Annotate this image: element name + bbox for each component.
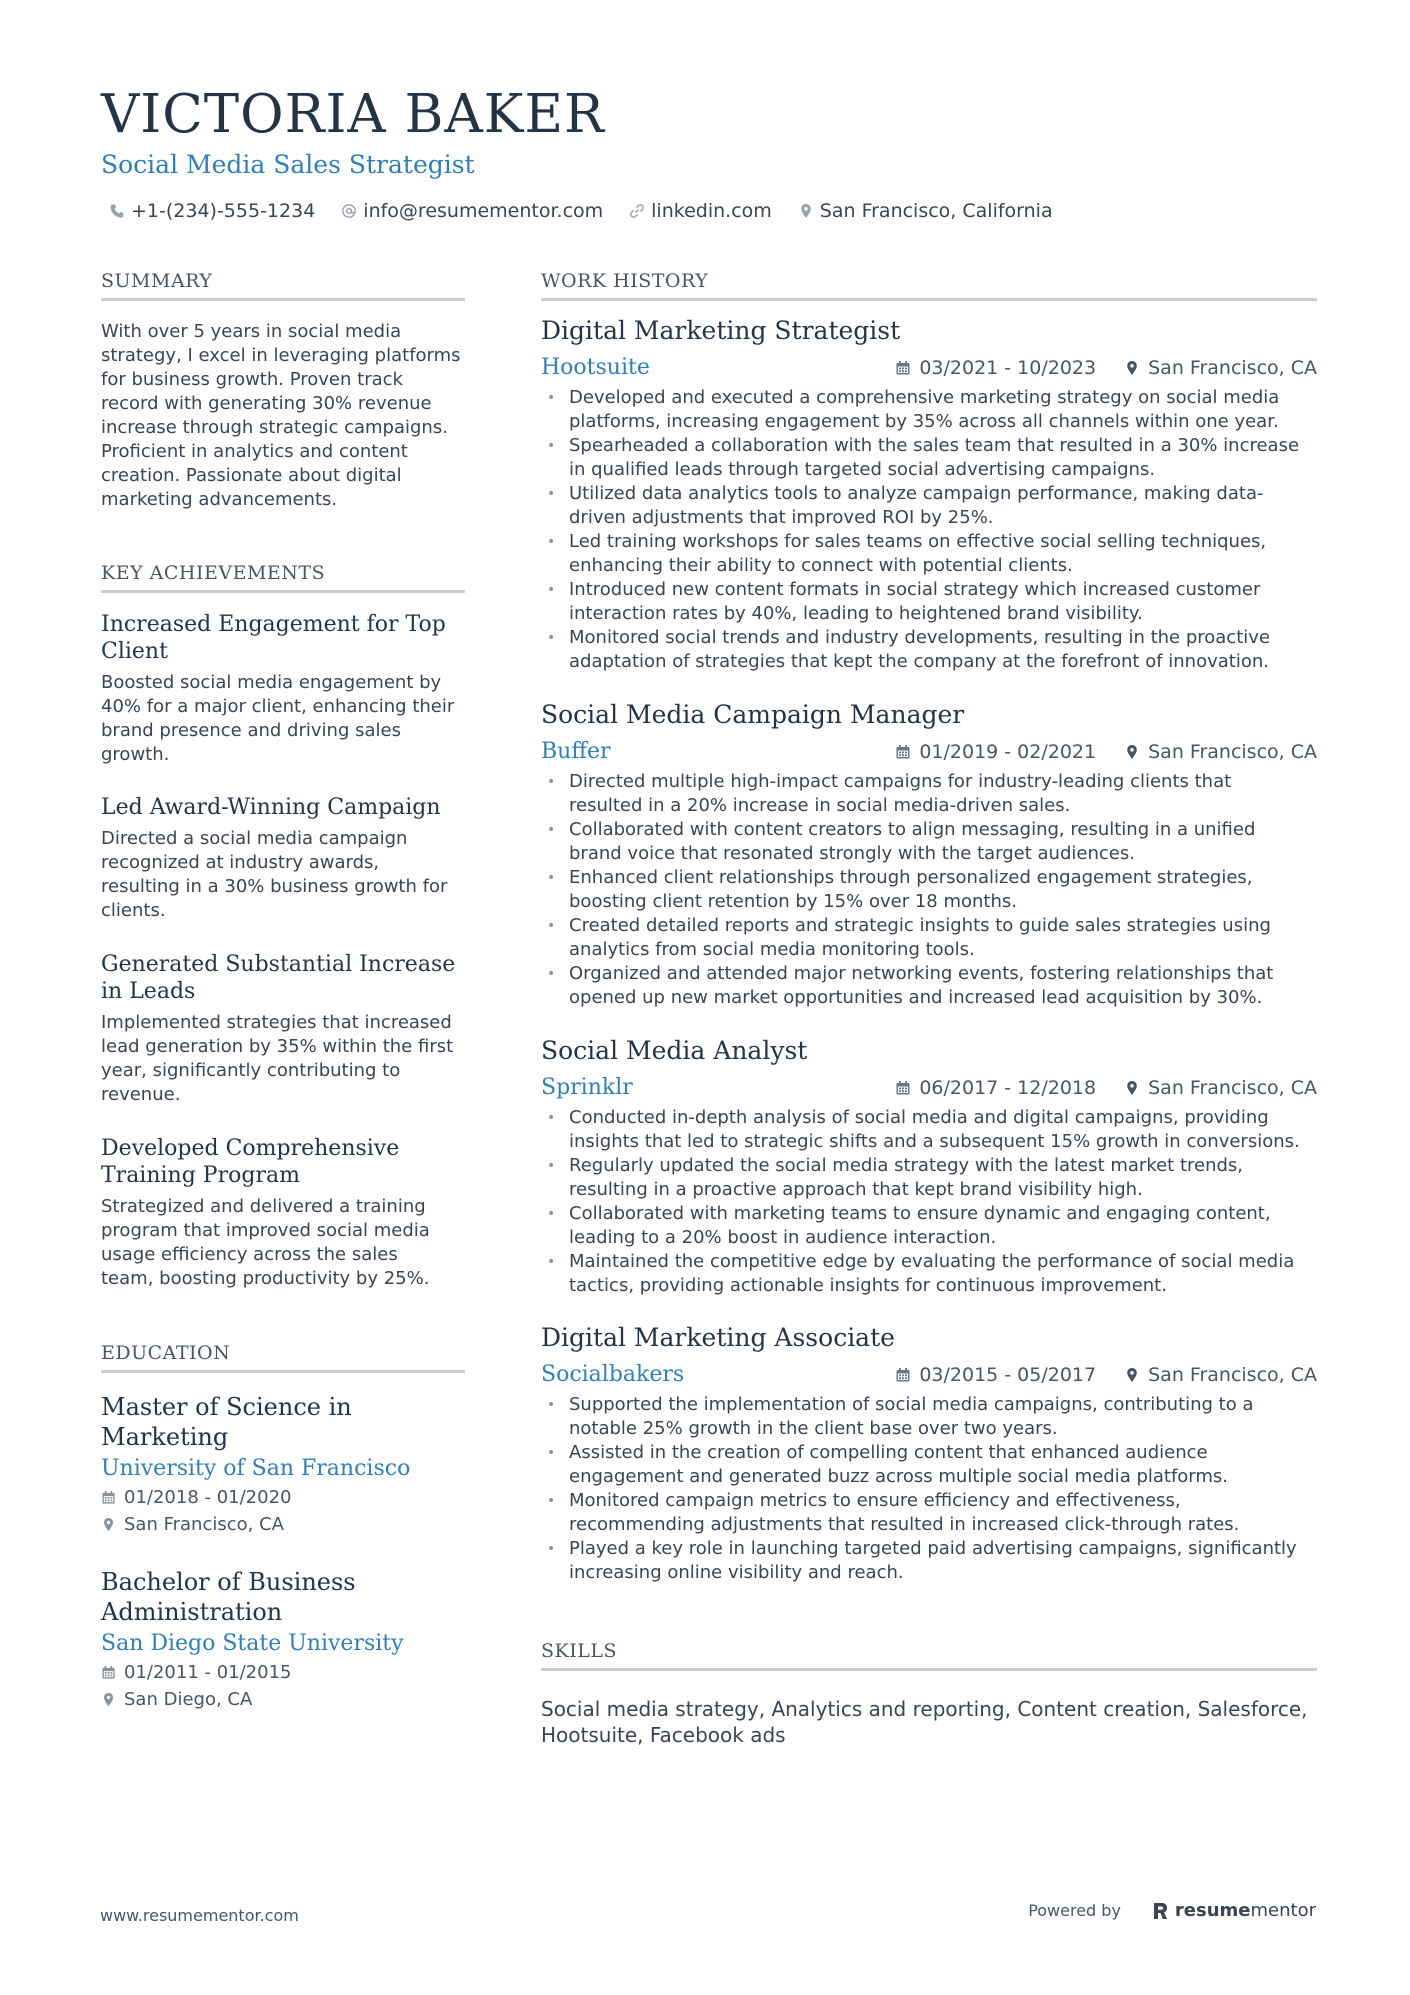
job-location: San Francisco, CA xyxy=(1124,357,1317,379)
summary-line: record with generating 30% revenue xyxy=(101,393,432,414)
education-dates: 01/2018 - 01/2020 xyxy=(101,1487,465,1508)
achievement-item xyxy=(101,951,465,1107)
phone-text: +1-(234)-555-1234 xyxy=(131,200,316,222)
calendar-icon xyxy=(895,1367,911,1383)
achievement-title: Generated Substantial Increase in Leads xyxy=(101,952,456,1004)
achievement-item xyxy=(101,794,465,923)
company-name: Sprinklr xyxy=(541,1075,633,1100)
degree-title: Master of Science in Marketing xyxy=(101,1393,352,1451)
bullet-item: • Developed and executed a comprehensive marketing strategy on social media platforms, increasing engagement by 35% across all channels within one year. xyxy=(541,386,1317,434)
education-item xyxy=(101,1567,465,1710)
summary-line: for business growth. Proven track xyxy=(101,369,403,390)
achievement-description: Strategized and delivered a training program that improved social media usage efficiency across the sales team, boosting productivity by 25%. xyxy=(101,1196,430,1289)
job-meta xyxy=(895,1077,1317,1099)
degree-title: Bachelor of Business Administration xyxy=(101,1568,356,1626)
location-pin-icon xyxy=(1124,360,1140,376)
education-location: San Francisco, CA xyxy=(101,1514,465,1535)
at-icon xyxy=(341,203,357,219)
achievement-title: Developed Comprehensive Training Program xyxy=(101,1136,400,1188)
bullet-item: • Created detailed reports and strategic insights to guide sales strategies using analytics from social media monitoring tools. xyxy=(541,914,1317,962)
location-pin-icon xyxy=(1124,1367,1140,1383)
bullet-item: • Assisted in the creation of compelling content that enhanced audience engagement and generated buzz across multiple social media platforms. xyxy=(541,1441,1317,1489)
job-entry xyxy=(541,1323,1317,1585)
bullet-item: • Maintained the competitive edge by evaluating the performance of social media tactics, providing actionable insights for continuous improvement. xyxy=(541,1250,1317,1298)
bullet-item: • Organized and attended major networking events, fostering relationships that opened up new market opportunities and increased lead acquisition by 30%. xyxy=(541,962,1317,1010)
summary-line: With over 5 years in social media xyxy=(101,321,402,342)
calendar-icon xyxy=(895,1080,911,1096)
skills-heading: SKILLS xyxy=(541,1640,1317,1671)
summary-line: strategy, I excel in leveraging platforms xyxy=(101,345,461,366)
footer-branding xyxy=(1028,1900,1316,1921)
bullet-item: • Utilized data analytics tools to analyze campaign performance, making data- driven adjustments that improved ROI by 25%. xyxy=(541,482,1317,530)
achievement-description: Boosted social media engagement by 40% for a major client, enhancing their brand presence and driving sales growth. xyxy=(101,672,455,765)
achievement-title: Increased Engagement for Top Client xyxy=(101,612,446,664)
education-location: San Diego, CA xyxy=(101,1689,465,1710)
contact-phone[interactable] xyxy=(109,200,315,222)
bullet-item: • Collaborated with content creators to align messaging, resulting in a unified brand voice that resonated strongly with the target audiences. xyxy=(541,818,1317,866)
job-title: Digital Marketing Strategist xyxy=(541,316,901,345)
education-heading: EDUCATION xyxy=(101,1342,465,1373)
location-pin-icon xyxy=(1124,744,1140,760)
job-meta xyxy=(895,741,1317,763)
achievement-item xyxy=(101,611,465,767)
candidate-role: Social Media Sales Strategist xyxy=(101,150,475,179)
education-dates: 01/2011 - 01/2015 xyxy=(101,1662,465,1683)
achievement-title: Led Award-Winning Campaign xyxy=(101,795,441,820)
footer-website[interactable]: www.resumementor.com xyxy=(100,1906,299,1925)
bullet-item: • Conducted in-depth analysis of social media and digital campaigns, providing insights that led to strategic shifts and a subsequent 15% growth in conversions. xyxy=(541,1106,1317,1154)
resumementor-logo-icon xyxy=(1151,1901,1169,1921)
summary-line: Proficient in analytics and content xyxy=(101,441,408,462)
bullet-item: • Supported the implementation of social media campaigns, contributing to a notable 25% growth in the client base over two years. xyxy=(541,1393,1317,1441)
achievement-item xyxy=(101,1135,465,1291)
job-meta xyxy=(895,357,1317,379)
location-pin-icon xyxy=(101,1517,116,1532)
job-meta-line xyxy=(541,739,1317,764)
education-item xyxy=(101,1392,465,1535)
powered-by-label: Powered by xyxy=(1028,1901,1121,1920)
company-name: Hootsuite xyxy=(541,355,650,380)
job-location: San Francisco, CA xyxy=(1124,1364,1317,1386)
summary-heading: SUMMARY xyxy=(101,270,465,301)
calendar-icon xyxy=(101,1665,116,1680)
bullet-item: • Regularly updated the social media strategy with the latest market trends, resulting in a proactive approach that kept brand visibility high. xyxy=(541,1154,1317,1202)
calendar-icon xyxy=(895,744,911,760)
work-history-heading: WORK HISTORY xyxy=(541,270,1317,301)
email-text: info@resumementor.com xyxy=(363,200,604,222)
company-name: Buffer xyxy=(541,739,611,764)
bullet-item: • Introduced new content formats in social strategy which increased customer interaction rates by 40%, leading to heightened brand visibility. xyxy=(541,578,1317,626)
achievement-description: Implemented strategies that increased lead generation by 35% within the first year, significantly contributing to revenue. xyxy=(101,1012,454,1105)
location-pin-icon xyxy=(101,1692,116,1707)
summary-line: marketing advancements. xyxy=(101,489,338,510)
job-title: Social Media Analyst xyxy=(541,1036,808,1065)
location-pin-icon xyxy=(1124,1080,1140,1096)
bullet-item: • Led training workshops for sales teams on effective social selling techniques, enhancing their ability to connect with potential clients. xyxy=(541,530,1317,578)
job-dates: 06/2017 - 12/2018 xyxy=(895,1077,1096,1099)
job-location: San Francisco, CA xyxy=(1124,1077,1317,1099)
job-bullets xyxy=(541,770,1317,1010)
job-location: San Francisco, CA xyxy=(1124,741,1317,763)
summary-line: creation. Passionate about digital xyxy=(101,465,402,486)
job-meta-line xyxy=(541,1362,1317,1387)
school-name: San Diego State University xyxy=(101,1631,404,1656)
job-meta xyxy=(895,1364,1317,1386)
contact-linkedin[interactable] xyxy=(629,200,772,222)
summary-line: increase through strategic campaigns. xyxy=(101,417,448,438)
bullet-item: • Monitored campaign metrics to ensure efficiency and effectiveness, recommending adjustments that resulted in increased click-through rates. xyxy=(541,1489,1317,1537)
job-bullets xyxy=(541,1393,1317,1585)
contact-email[interactable] xyxy=(341,200,603,222)
bullet-item: • Played a key role in launching targeted paid advertising campaigns, significantly increasing online visibility and reach. xyxy=(541,1537,1317,1585)
contact-bar xyxy=(109,200,1053,222)
job-title: Social Media Campaign Manager xyxy=(541,700,965,729)
bullet-item: • Spearheaded a collaboration with the sales team that resulted in a 30% increase in qualified leads through targeted social advertising campaigns. xyxy=(541,434,1317,482)
school-name: University of San Francisco xyxy=(101,1456,411,1481)
job-meta-line xyxy=(541,1075,1317,1100)
location-text: San Francisco, California xyxy=(819,200,1053,222)
bullet-item: • Monitored social trends and industry developments, resulting in the proactive adaptation of strategies that kept the company at the forefront of innovation. xyxy=(541,626,1317,674)
bullet-item: • Enhanced client relationships through personalized engagement strategies, boosting client retention by 15% over 18 months. xyxy=(541,866,1317,914)
company-name: Socialbakers xyxy=(541,1362,685,1387)
brand-logo[interactable]: resume mentor xyxy=(1151,1900,1316,1921)
skills-text: Social media strategy, Analytics and reporting, Content creation, Salesforce, Hootsuite, Facebook ads xyxy=(541,1697,1308,1747)
summary-text xyxy=(101,320,465,512)
achievement-description: Directed a social media campaign recognized at industry awards, resulting in a 30% business growth for clients. xyxy=(101,828,448,921)
job-dates: 03/2021 - 10/2023 xyxy=(895,357,1096,379)
location-pin-icon xyxy=(798,203,814,219)
phone-icon xyxy=(109,203,125,219)
candidate-name: VICTORIA BAKER xyxy=(101,84,605,145)
job-dates: 03/2015 - 05/2017 xyxy=(895,1364,1096,1386)
bullet-item: • Directed multiple high-impact campaigns for industry-leading clients that resulted in a 20% increase in social media-driven sales. xyxy=(541,770,1317,818)
job-bullets xyxy=(541,386,1317,674)
job-title: Digital Marketing Associate xyxy=(541,1323,895,1352)
contact-location xyxy=(798,200,1053,222)
calendar-icon xyxy=(895,360,911,376)
achievements-heading: KEY ACHIEVEMENTS xyxy=(101,562,465,593)
job-entry xyxy=(541,1036,1317,1298)
job-entry xyxy=(541,700,1317,1010)
job-meta-line xyxy=(541,355,1317,380)
job-dates: 01/2019 - 02/2021 xyxy=(895,741,1096,763)
link-icon xyxy=(629,203,645,219)
bullet-item: • Collaborated with marketing teams to ensure dynamic and engaging content, leading to a 20% boost in audience interaction. xyxy=(541,1202,1317,1250)
calendar-icon xyxy=(101,1490,116,1505)
linkedin-text: linkedin.com xyxy=(651,200,772,222)
job-entry xyxy=(541,316,1317,674)
job-bullets xyxy=(541,1106,1317,1298)
